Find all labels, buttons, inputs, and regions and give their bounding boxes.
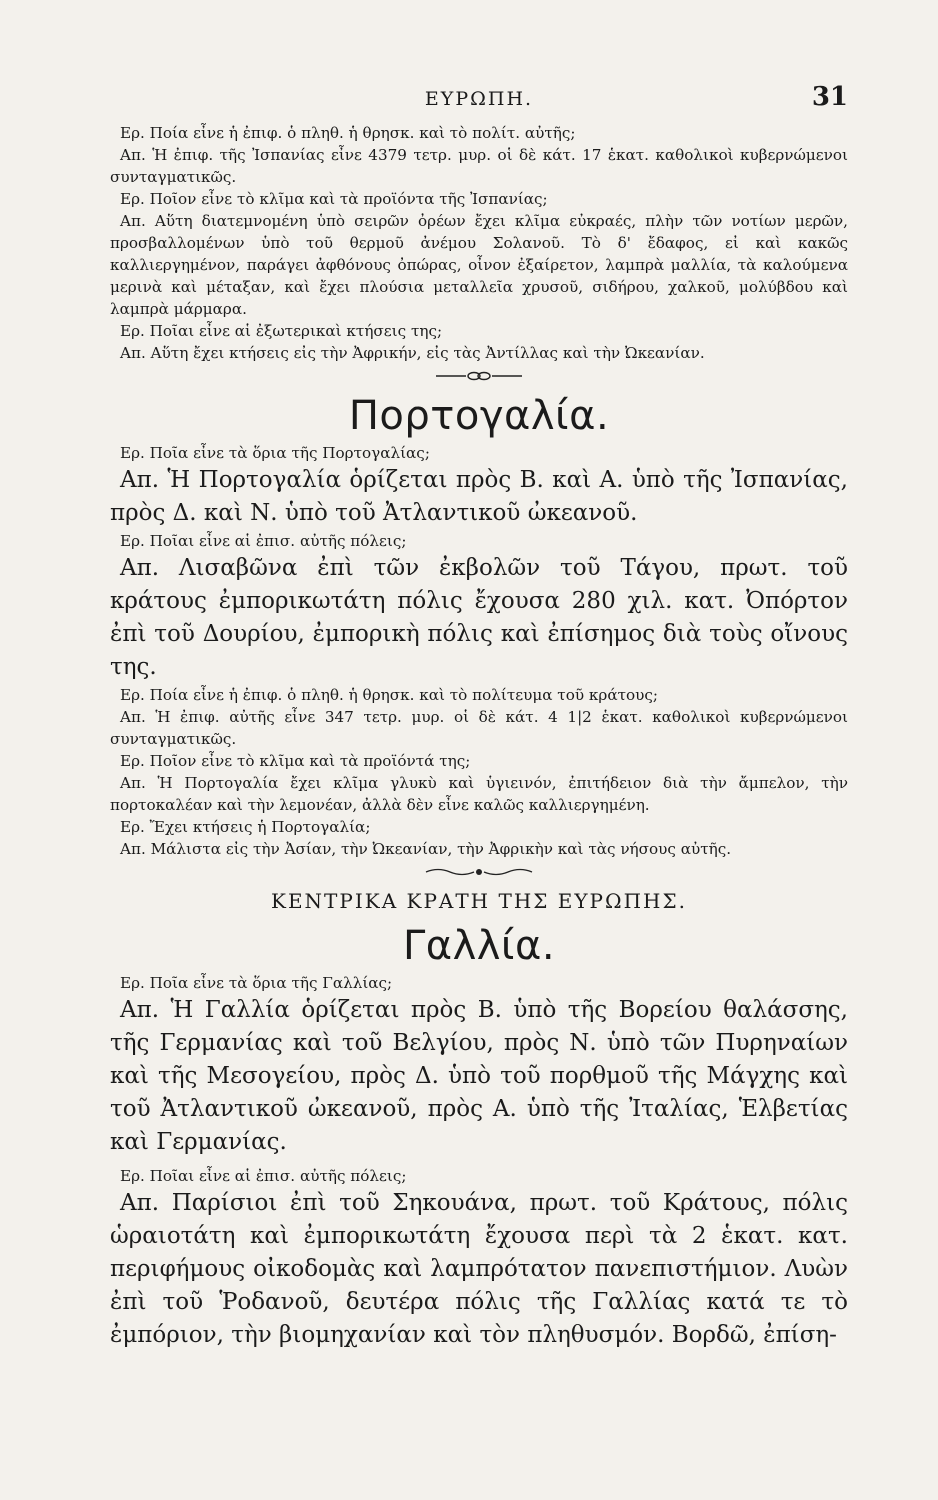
running-head [110,82,848,122]
question: Ερ. Ἔχει κτήσεις ἡ Πορτογαλία; [120,818,371,836]
question: Ερ. Ποία εἶνε ἡ ἐπιφ. ὁ πληθ. ἡ θρησκ. καὶ τὸ πολίτ. αὐτῆς; [120,124,576,142]
question: Ερ. Ποῖον εἶνε τὸ κλῖμα καὶ τὰ προϊόντα τῆς Ἰσπανίας; [120,190,548,208]
question: Ερ. Ποῖαι εἶνε αἱ ἐξωτερικαὶ κτήσεις της; [120,322,443,340]
question: Ερ. Ποῖα εἶνε τὰ ὅρια τῆς Γαλλίας; [120,974,393,992]
france-section [110,920,848,1352]
spain-section [110,122,848,364]
portugal-section [110,390,848,860]
region-title: ΚΕΝΤΡΙΚΑ ΚΡΑΤΗ ΤΗΣ ΕΥΡΩΠΗΣ. [271,889,687,913]
answer: Απ. Ἡ Πορτογαλία ἔχει κλῖμα γλυκὺ καὶ ὑγιεινόν, ἐπιτήδειον διὰ τὴν ἄμπελον, τὴν πορτοκαλέαν καὶ τὴν λεμονέαν, ἀλλὰ δὲν εἶνε καλῶς καλλιεργημένη. [110,774,848,814]
question: Ερ. Ποῖα εἶνε τὰ ὅρια τῆς Πορτογαλίας; [120,444,430,462]
answer: Απ. Λισαβῶνα ἐπὶ τῶν ἐκβολῶν τοῦ Τάγου, πρωτ. τοῦ κράτους ἐμπορικωτάτη πόλις ἔχουσα 280 χιλ. κατ. Ὀπόρτον ἐπὶ τοῦ Δουρίου, ἐμπορικὴ πόλις καὶ ἐπίσημος διὰ τοὺς οἴνους της. [110,555,848,680]
answer: Απ. Ἡ ἐπιφ. τῆς Ἰσπανίας εἶνε 4379 τετρ. μυρ. οἱ δὲ κάτ. 17 ἑκατ. καθολικοὶ κυβερνώμενοι συνταγματικῶς. [110,146,848,186]
question: Ερ. Ποῖαι εἶνε αἱ ἐπισ. αὐτῆς πόλεις; [120,1167,407,1185]
ornament-icon [434,370,524,382]
ornament-divider [110,860,848,882]
section-title-portugal: Πορτογαλία. [348,393,610,439]
question: Ερ. Ποῖον εἶνε τὸ κλῖμα καὶ τὰ προϊόντά της; [120,752,471,770]
question: Ερ. Ποῖαι εἶνε αἱ ἐπισ. αὐτῆς πόλεις; [120,532,407,550]
ornament-icon [424,866,534,878]
page-number: 31 [811,82,848,112]
answer: Απ. Ἡ Πορτογαλία ὁρίζεται πρὸς Β. καὶ Α. ὑπὸ τῆς Ἰσπανίας, πρὸς Δ. καὶ Ν. ὑπὸ τοῦ Ἀτλαντικοῦ ὠκεανοῦ. [110,467,848,526]
section-title-france: Γαλλία. [402,923,556,969]
answer: Απ. Αὕτη διατεμνομένη ὑπὸ σειρῶν ὀρέων ἔχει κλῖμα εὐκραές, πλὴν τῶν νοτίων μερῶν, προσβαλλομένων ὑπὸ τοῦ θερμοῦ ἀνέμου Σολανοῦ. Τὸ δ' ἔδαφος, εἰ καὶ κακῶς καλλιεργημένον, παράγει ἀφθόνους ὀπώρας, οἶνον ἐξαίρετον, λαμπρὰ μαλλία, τὰ καλούμενα μερινὰ καὶ μέταξαν, καὶ ἔχει πλούσια μεταλλεῖα χρυσοῦ, σιδήρου, χαλκοῦ, μολύβδου καὶ λαμπρὰ μάρμαρα. [110,212,848,318]
answer: Απ. Ἡ ἐπιφ. αὐτῆς εἶνε 347 τετρ. μυρ. οἱ δὲ κάτ. 4 1|2 ἑκατ. καθολικοὶ κυβερνώμενοι συνταγματικῶς. [110,708,848,748]
question: Ερ. Ποία εἶνε ἡ ἐπιφ. ὁ πληθ. ἡ θρησκ. καὶ τὸ πολίτευμα τοῦ κράτους; [120,686,658,704]
answer: Απ. Ἡ Γαλλία ὁρίζεται πρὸς Β. ὑπὸ τῆς Βορείου θαλάσσης, τῆς Γερμανίας καὶ τοῦ Βελγίου, πρὸς Ν. ὑπὸ τῶν Πυρηναίων καὶ τῆς Μεσογείου, πρὸς Δ. ὑπὸ τοῦ πορθμοῦ τῆς Μάγχης καὶ τοῦ Ἀτλαντικοῦ ὠκεανοῦ, πρὸς Α. ὑπὸ τῆς Ἰταλίας, Ἑλβετίας καὶ Γερμανίας. [110,997,848,1155]
answer: Απ. Παρίσιοι ἐπὶ τοῦ Σηκουάνα, πρωτ. τοῦ Κράτους, πόλις ὡραιοτάτη καὶ ἐμπορικωτάτη ἔχουσα περὶ τὰ 2 ἑκατ. κατ. περιφήμους οἰκοδομὰς καὶ λαμπρότατον πανεπιστήμιον. Λυὼν ἐπὶ τοῦ Ῥοδανοῦ, δευτέρα πόλις τῆς Γαλλίας κατά τε τὸ ἐμπόριον, τὴν βιομηχανίαν καὶ τὸν πληθυσμόν. Βορδῶ, ἐπίση- [110,1190,848,1348]
running-title: ΕΥΡΩΠΗ. [424,88,534,110]
answer: Απ. Μάλιστα εἰς τὴν Ἀσίαν, τὴν Ὠκεανίαν, τὴν Ἀφρικὴν καὶ τὰς νήσους αὐτῆς. [120,840,732,858]
answer: Απ. Αὕτη ἔχει κτήσεις εἰς τὴν Ἀφρικήν, εἰς τὰς Ἀντίλλας καὶ τὴν Ὠκεανίαν. [120,344,705,362]
ornament-divider [110,364,848,386]
